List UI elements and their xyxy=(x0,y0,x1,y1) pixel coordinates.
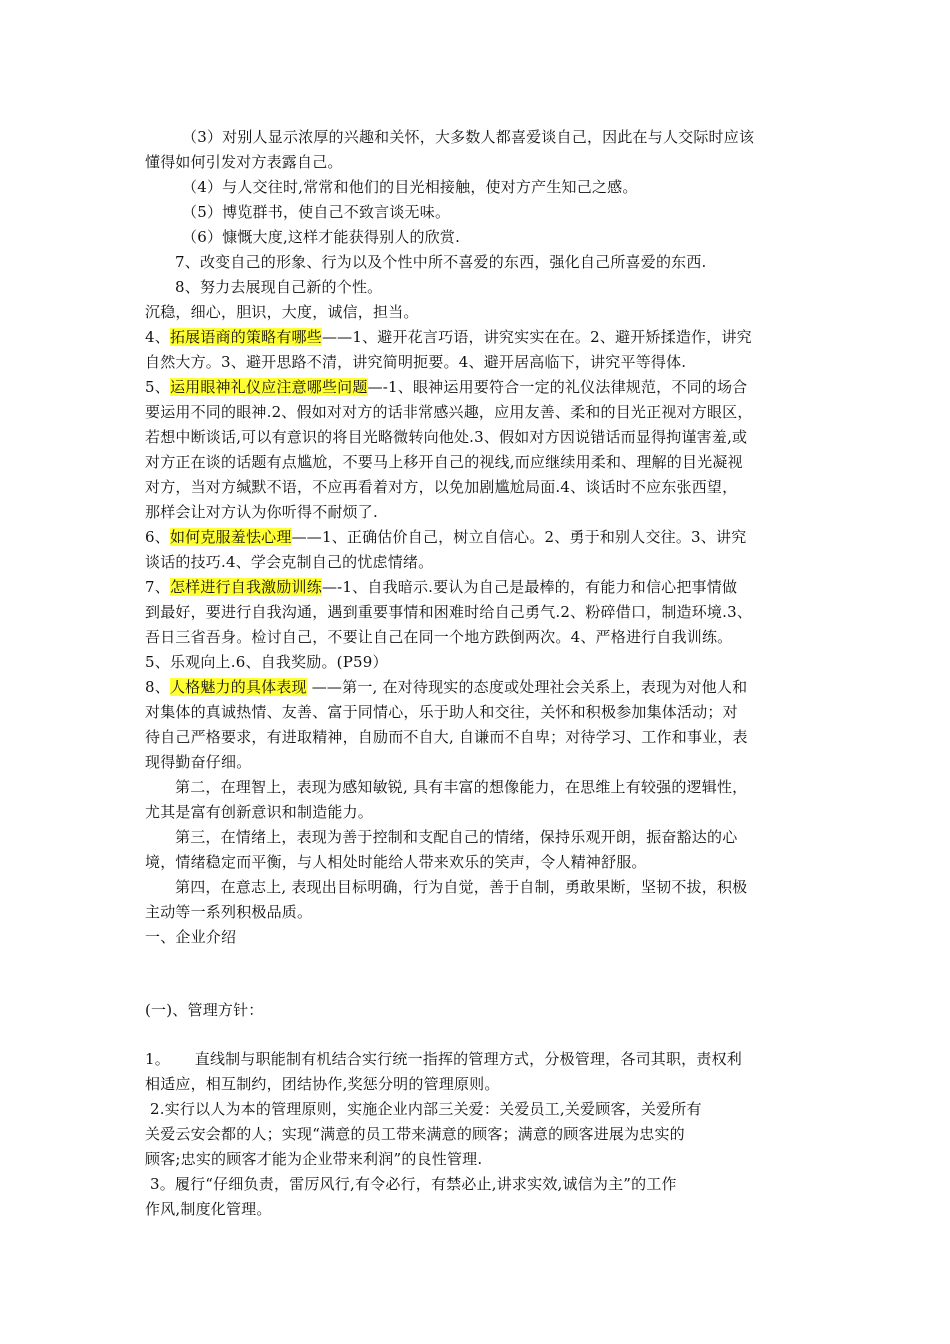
list-item-line: 关爱云安会都的人；实现“满意的员工带来满意的顾客；满意的顾客进展为忠实的 xyxy=(145,1125,685,1143)
section-5-heading-line xyxy=(145,377,747,397)
paragraph-line: （3）对别人显示浓厚的兴趣和关怀，大多数人都喜爱谈自己，因此在与人交际时应该 xyxy=(182,128,755,146)
paragraph-line: 到最好，要进行自我沟通，遇到重要事情和困难时给自己勇气.2、粉碎借口，制造环境.3、 xyxy=(145,603,753,621)
section-text: ——第一, 在对待现实的态度或处理社会关系上，表现为对他人和 xyxy=(306,678,748,696)
section-number: 5、 xyxy=(145,378,170,396)
paragraph-line: 8、努力去展现自己新的个性。 xyxy=(175,278,383,296)
section-8-heading-line xyxy=(145,677,747,697)
paragraph-line: 若想中断谈话,可以有意识的将目光略微转向他处.3、假如对方因说错话而显得拘谨害羞,或 xyxy=(145,428,748,446)
paragraph-line: 要运用不同的眼神.2、假如对对方的话非常感兴趣，应用友善、柔和的目光正视对方眼区， xyxy=(145,403,753,421)
paragraph-line: 谈话的技巧.4、学会克制自己的忧虑情绪。 xyxy=(145,553,434,571)
paragraph-line: 尤其是富有创新意识和制造能力。 xyxy=(145,803,374,821)
paragraph-line: （6）慷慨大度,这样才能获得别人的欣赏. xyxy=(182,228,461,246)
highlighted-section-title: 运用眼神礼仪应注意哪些问题 xyxy=(169,378,368,396)
highlighted-section-title: 拓展语商的策略有哪些 xyxy=(169,328,322,346)
section-6-heading-line xyxy=(145,527,746,547)
paragraph-line: 境，情绪稳定而平衡，与人相处时能给人带来欢乐的笑声，令人精神舒服。 xyxy=(145,853,647,871)
section-text: ——1、正确估价自己，树立自信心。2、勇于和别人交往。3、讲究 xyxy=(291,528,747,546)
highlighted-section-title: 怎样进行自我激励训练 xyxy=(169,578,322,596)
list-item-line: 作风,制度化管理。 xyxy=(145,1200,272,1218)
section-7-heading-line xyxy=(145,577,737,597)
paragraph-line: 现得勤奋仔细。 xyxy=(145,753,252,771)
paragraph-line: 对方正在谈的话题有点尴尬，不要马上移开自己的视线,而应继续用柔和、理解的目光凝视 xyxy=(145,453,743,471)
highlighted-section-title: 如何克服羞怯心理 xyxy=(169,528,292,546)
section-number: 8、 xyxy=(145,678,170,696)
paragraph-line: 第二，在理智上，表现为感知敏锐, 具有丰富的想像能力，在思维上有较强的逻辑性， xyxy=(175,778,748,796)
list-item-line: 1。 直线制与职能制有机结合实行统一指挥的管理方式，分极管理，各司其职，责权利 xyxy=(145,1050,742,1068)
list-item-line: 2.实行以人为本的管理原则，实施企业内部三关爱：关爱员工,关爱顾客，关爱所有 xyxy=(145,1100,702,1118)
paragraph-line: 7、改变自己的形象、行为以及个性中所不喜爱的东西，强化自己所喜爱的东西. xyxy=(175,253,707,271)
paragraph-line: 第四，在意志上, 表现出目标明确，行为自觉，善于自制，勇敢果断，坚韧不拔，积极 xyxy=(175,878,748,896)
paragraph-line: 那样会让对方认为你听得不耐烦了. xyxy=(145,503,378,521)
paragraph-line: 吾日三省吾身。检讨自己，不要让自己在同一个地方跌倒两次。4、严格进行自我训练。 xyxy=(145,628,733,646)
management-policy-heading: (一)、管理方针： xyxy=(145,1001,264,1019)
paragraph-line: 对方，当对方缄默不语，不应再看着对方，以免加剧尴尬局面.4、谈话时不应东张西望， xyxy=(145,478,738,496)
section-number: 7、 xyxy=(145,578,170,596)
paragraph-line: 5、乐观向上.6、自我奖励。(P59） xyxy=(145,653,388,671)
section-text: —-1、自我暗示.要认为自己是最棒的，有能力和信心把事情做 xyxy=(321,578,738,596)
paragraph-line: 主动等一系列积极品质。 xyxy=(145,903,313,921)
paragraph-line: （5）博览群书，使自己不致言谈无味。 xyxy=(182,203,451,221)
section-number: 6、 xyxy=(145,528,170,546)
list-item-line: 3。履行“仔细负责，雷厉风行,有令必行，有禁必止,讲求实效,诚信为主”的工作 xyxy=(145,1175,677,1193)
section-number: 4、 xyxy=(145,328,170,346)
paragraph-line: 待自己严格要求，有进取精神，自励而不自大, 自谦而不自卑；对待学习、工作和事业，表 xyxy=(145,728,748,746)
highlighted-section-title: 人格魅力的具体表现 xyxy=(169,678,307,696)
section-text: ——1、避开花言巧语，讲究实实在在。2、避开矫揉造作，讲究 xyxy=(321,328,752,346)
paragraph-line: 懂得如何引发对方表露自己。 xyxy=(145,153,343,171)
section-4-heading-line xyxy=(145,327,752,347)
paragraph-line: 第三，在情绪上，表现为善于控制和支配自己的情绪，保持乐观开朗，振奋豁达的心 xyxy=(175,828,738,846)
paragraph-line: 自然大方。3、避开思路不清，讲究简明扼要。4、避开居高临下，讲究平等得体. xyxy=(145,353,687,371)
paragraph-line: 沉稳，细心，胆识，大度，诚信，担当。 xyxy=(145,303,419,321)
section-text: —-1、眼神运用要符合一定的礼仪法律规范，不同的场合 xyxy=(367,378,748,396)
paragraph-line: （4）与人交往时,常常和他们的目光相接触，使对方产生知己之感。 xyxy=(182,178,638,196)
list-item-line: 顾客;忠实的顾客才能为企业带来利润”的良性管理. xyxy=(145,1150,483,1168)
list-item-line: 相适应，相互制约，团结协作,奖惩分明的管理原则。 xyxy=(145,1075,500,1093)
company-intro-heading: 一、企业介绍 xyxy=(145,928,237,946)
paragraph-line: 对集体的真诚热情、友善、富于同情心，乐于助人和交往，关怀和积极参加集体活动；对 xyxy=(145,703,738,721)
